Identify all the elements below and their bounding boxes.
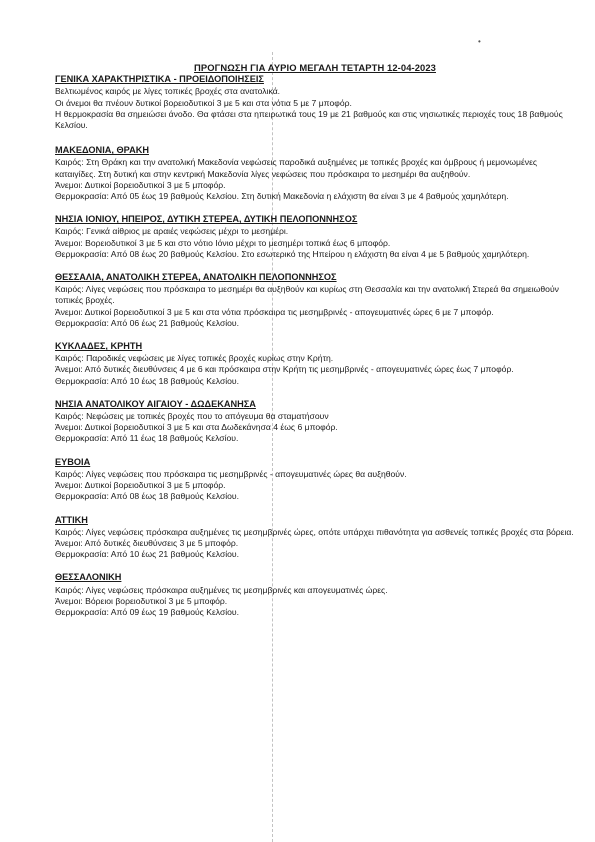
section-line: Θερμοκρασία: Από 11 έως 18 βαθμούς Κελσίου. — [55, 433, 239, 444]
section-general — [55, 74, 575, 131]
section-cyclades-crete — [55, 341, 575, 387]
scan-speck: • — [478, 37, 481, 46]
section-attica — [55, 515, 575, 561]
section-line: Θερμοκρασία: Από 09 έως 19 βαθμούς Κελσίου. — [55, 606, 240, 617]
section-line: Άνεμοι: Από δυτικές διευθύνσεις 4 με 6 και πρόσκαιρα στην Κρήτη τις μεσημβρινές - απογευματινές ώρες έως 7 μποφόρ. — [55, 364, 514, 375]
forecast-document — [55, 62, 575, 630]
section-heading: ΚΥΚΛΑΔΕΣ, ΚΡΗΤΗ — [55, 341, 143, 352]
section-line: Θερμοκρασία: Από 08 έως 20 βαθμούς Κελσίου. Στο εσωτερικό της Ηπείρου η ελάχιστη θα είναι 4 με 5 βαθμούς χαμηλότερη. — [55, 248, 530, 259]
section-line: Καιρός: Λίγες νεφώσεις πρόσκαιρα αυξημένες τις μεσημβρινές ώρες, οπότε υπάρχει πιθανότητα για ασθενείς τοπικές βροχές στα βόρεια. — [55, 526, 574, 537]
section-line: Καιρός: Στη Θράκη και την ανατολική Μακεδονία νεφώσεις παροδικά αυξημένες με τοπικές βροχές και όμβρους ή μεμονωμένες καταιγίδες. Στη δυτική και στην κεντρική Μακεδονία λίγες νεφώσεις που πρόσκαιρα το μεσημέρι θα αυξηθούν. — [55, 157, 538, 179]
section-heading: ΝΗΣΙΑ ΙΟΝΙΟΥ, ΗΠΕΙΡΟΣ, ΔΥΤΙΚΗ ΣΤΕΡΕΑ, ΔΥΤΙΚΗ ΠΕΛΟΠΟΝΝΗΣΟΣ — [55, 214, 358, 225]
section-macedonia-thrace — [55, 145, 575, 202]
section-line: Καιρός: Νεφώσεις με τοπικές βροχές που το απόγευμα θα σταματήσουν — [55, 411, 329, 422]
section-line: Άνεμοι: Δυτικοί βορειοδυτικοί 3 με 5 και στα Δωδεκάνησα 4 έως 6 μποφόρ. — [55, 422, 338, 433]
section-line: Θερμοκρασία: Από 06 έως 21 βαθμούς Κελσίου. — [55, 317, 240, 328]
section-ionian-epirus — [55, 214, 575, 260]
section-heading: ΕΥΒΟΙΑ — [55, 456, 91, 467]
section-heading: ΘΕΣΣΑΛΟΝΙΚΗ — [55, 572, 122, 583]
section-line: Θερμοκρασία: Από 10 έως 21 βαθμούς Κελσίου. — [55, 549, 240, 560]
section-thessaly-east — [55, 272, 575, 329]
section-line: Άνεμοι: Δυτικοί βορειοδυτικοί 3 με 5 μποφόρ. — [55, 179, 226, 190]
section-line: Θερμοκρασία: Από 08 έως 18 βαθμούς Κελσίου. — [55, 491, 240, 502]
section-line: Η θερμοκρασία θα σημειώσει άνοδο. Θα φτάσει στα ηπειρωτικά τους 19 με 21 βαθμούς και στις νησιωτικές περιοχές τους 18 βαθμούς Κελσίου. — [55, 108, 563, 131]
section-line: Άνεμοι: Βορειοδυτικοί 3 με 5 και στο νότιο Ιόνιο μέχρι το μεσημέρι τοπικά έως 6 μποφόρ. — [55, 237, 391, 248]
section-east-aegean — [55, 399, 575, 445]
section-line: Βελτιωμένος καιρός με λίγες τοπικές βροχές στα ανατολικά. — [55, 86, 281, 97]
section-heading: ΜΑΚΕΔΟΝΙΑ, ΘΡΑΚΗ — [55, 145, 149, 156]
section-line: Οι άνεμοι θα πνέουν δυτικοί βορειοδυτικοί 3 με 5 και στα νότια 5 με 7 μποφόρ. — [55, 97, 352, 108]
section-line: Άνεμοι: Δυτικοί βορειοδυτικοί 3 με 5 μποφόρ. — [55, 480, 226, 491]
section-line: Καιρός: Παροδικές νεφώσεις με λίγες τοπικές βροχές κυρίως στην Κρήτη. — [55, 353, 334, 364]
document-title: ΠΡΟΓΝΩΣΗ ΓΙΑ ΑΥΡΙΟ ΜΕΓΑΛΗ ΤΕΤΑΡΤΗ 12-04-2023 — [194, 62, 436, 73]
section-heading: ΝΗΣΙΑ ΑΝΑΤΟΛΙΚΟΥ ΑΙΓΑΙΟΥ - ΔΩΔΕΚΑΝΗΣΑ — [55, 398, 256, 409]
section-line: Καιρός: Λίγες νεφώσεις πρόσκαιρα αυξημένες τις μεσημβρινές και απογευματινές ώρες. — [55, 584, 388, 595]
section-line: Θερμοκρασία: Από 10 έως 18 βαθμούς Κελσίου. — [55, 375, 240, 386]
section-heading: ΑΤΤΙΚΗ — [55, 514, 88, 525]
section-line: Άνεμοι: Δυτικοί βορειοδυτικοί 3 με 5 και στα νότια πρόσκαιρα τις μεσημβρινές - απογευματινές ώρες 6 με 7 μποφόρ. — [55, 306, 494, 317]
section-heading: ΓΕΝΙΚΑ ΧΑΡΑΚΤΗΡΙΣΤΙΚΑ - ΠΡΟΕΙΔΟΠΟΙΗΣΕΙΣ — [55, 74, 264, 85]
section-line: Άνεμοι: Βόρειοι βορειοδυτικοί 3 με 5 μποφόρ. — [55, 595, 228, 606]
section-line: Καιρός: Λίγες νεφώσεις που πρόσκαιρα τις μεσημβρινές - απογευματινές ώρες θα αυξηθούν. — [55, 468, 407, 479]
section-line: Θερμοκρασία: Από 05 έως 19 βαθμούς Κελσίου. Στη δυτική Μακεδονία η ελάχιστη θα είναι 3 με 4 βαθμούς χαμηλότερη. — [55, 191, 509, 202]
section-line: Καιρός: Λίγες νεφώσεις που πρόσκαιρα το μεσημέρι θα αυξηθούν και κυρίως στη Θεσσαλία και την ανατολική Στερεά θα σημειωθούν τοπικές βροχές. — [55, 284, 559, 306]
section-heading: ΘΕΣΣΑΛΙΑ, ΑΝΑΤΟΛΙΚΗ ΣΤΕΡΕΑ, ΑΝΑΤΟΛΙΚΗ ΠΕΛΟΠΟΝΝΗΣΟΣ — [55, 272, 337, 283]
section-line: Άνεμοι: Από δυτικές διευθύνσεις 3 με 5 μποφόρ. — [55, 537, 239, 548]
section-thessaloniki — [55, 572, 575, 618]
section-evia — [55, 457, 575, 503]
section-line: Καιρός: Γενικά αίθριος με αραιές νεφώσεις μέχρι το μεσημέρι. — [55, 226, 289, 237]
